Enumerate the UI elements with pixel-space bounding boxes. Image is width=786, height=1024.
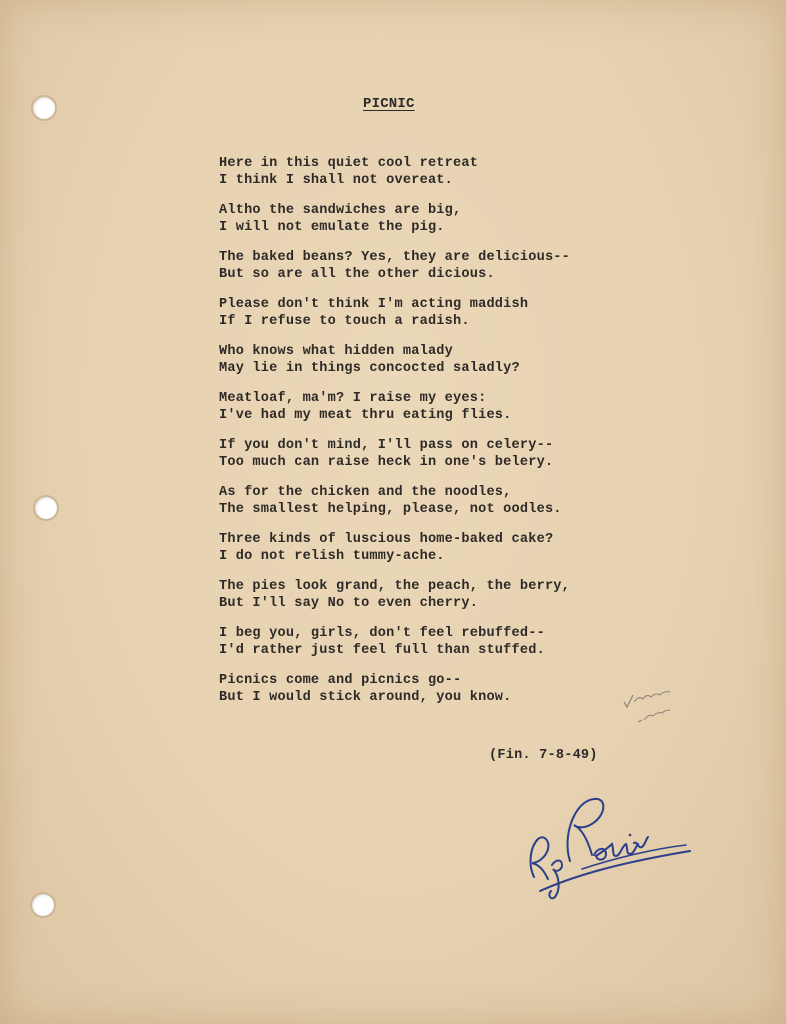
poem-line: The pies look grand, the peach, the berry, xyxy=(219,579,571,594)
poem-line: Who knows what hidden malady xyxy=(219,344,454,359)
stanza xyxy=(219,626,679,659)
poem-line: If I refuse to touch a radish. xyxy=(219,313,470,329)
poem-line: But I would stick around, you know. xyxy=(219,689,512,705)
poem-line: Meatloaf, ma'm? I raise my eyes: xyxy=(219,391,487,406)
poem-line: The baked beans? Yes, they are delicious-- xyxy=(219,250,571,265)
poem-line: Picnics come and picnics go-- xyxy=(219,673,462,688)
stanza xyxy=(219,485,679,518)
poem-line: I beg you, girls, don't feel rebuffed-- xyxy=(219,626,545,641)
poem-line: But I'll say No to even cherry. xyxy=(219,595,479,611)
poem-line: I've had my meat thru eating flies. xyxy=(219,407,512,423)
pencil-annotation xyxy=(620,688,690,732)
poem-line: Please don't think I'm acting maddish xyxy=(219,297,529,312)
poem-line: Three kinds of luscious home-baked cake? xyxy=(219,532,554,547)
stanza xyxy=(219,203,679,236)
poem-line: But so are all the other dicious. xyxy=(219,266,495,282)
poem-line: May lie in things concocted saladly? xyxy=(219,360,520,376)
stanza xyxy=(219,579,679,612)
poem-line: I do not relish tummy-ache. xyxy=(219,548,445,564)
handwritten-signature xyxy=(520,795,695,905)
stanza xyxy=(219,250,679,283)
stanza xyxy=(219,532,679,565)
binder-hole-top xyxy=(33,97,55,119)
poem-body xyxy=(219,156,679,720)
poem-line: I think I shall not overeat. xyxy=(219,172,454,188)
stanza xyxy=(219,438,679,471)
stanza xyxy=(219,673,679,706)
poem-line: I'd rather just feel full than stuffed. xyxy=(219,642,545,658)
poem-title: PICNIC xyxy=(363,96,415,112)
stanza xyxy=(219,391,679,424)
poem-line: Too much can raise heck in one's belery. xyxy=(219,454,554,470)
binder-hole-bottom xyxy=(32,894,54,916)
stanza xyxy=(219,156,679,189)
poem-line: Altho the sandwiches are big, xyxy=(219,203,462,218)
poem-line: Here in this quiet cool retreat xyxy=(219,156,479,171)
binder-hole-middle xyxy=(35,497,57,519)
stanza xyxy=(219,344,679,377)
stanza xyxy=(219,297,679,330)
poem-line: The smallest helping, please, not oodles. xyxy=(219,501,562,517)
poem-line: If you don't mind, I'll pass on celery-- xyxy=(219,438,554,453)
poem-line: I will not emulate the pig. xyxy=(219,219,445,235)
poem-line: As for the chicken and the noodles, xyxy=(219,485,512,500)
date-note: (Fin. 7-8-49) xyxy=(489,748,598,763)
